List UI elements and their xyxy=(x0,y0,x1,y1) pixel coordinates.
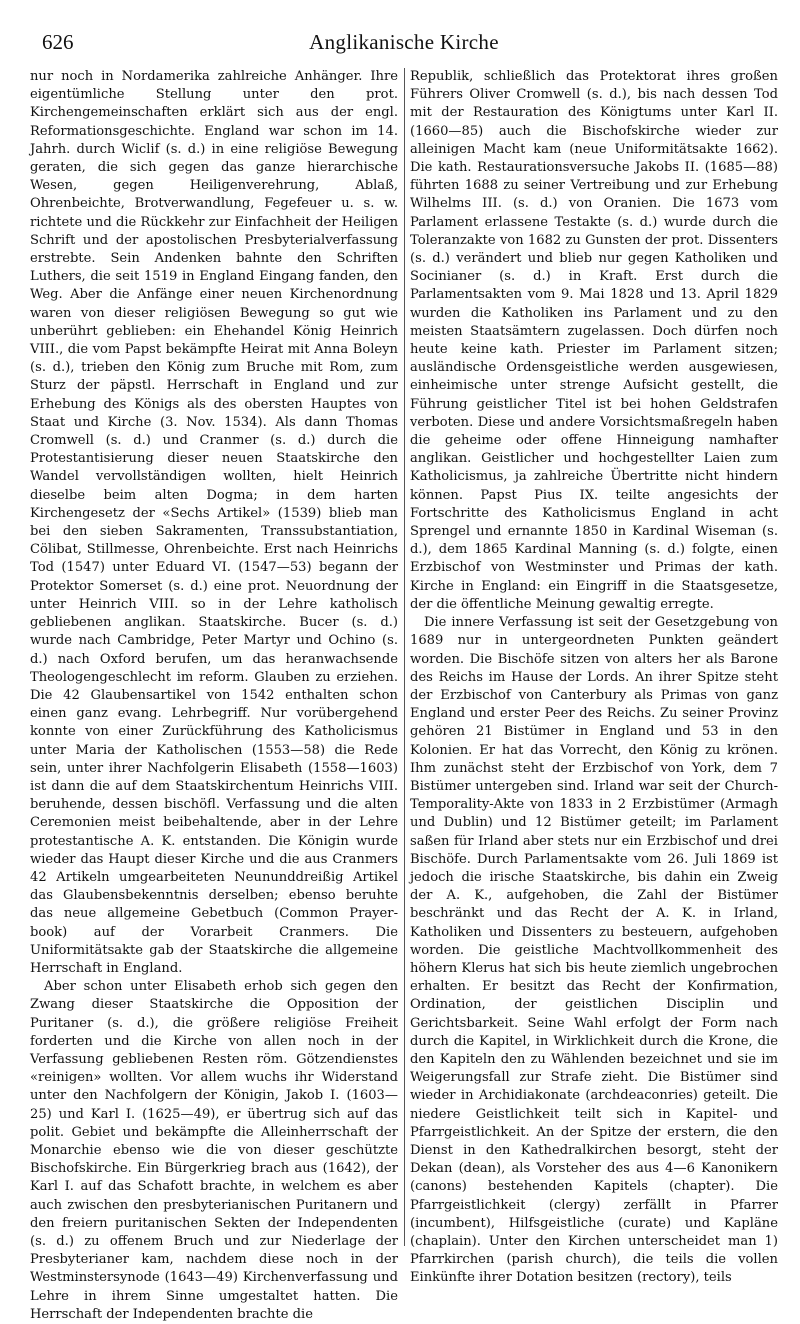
right-column xyxy=(410,68,778,1286)
column-divider xyxy=(404,68,405,1246)
page-header xyxy=(30,30,778,60)
right-paragraph-2: Die innere Verfassung ist seit der Gesetzgebung von 1689 nur in untergeordneten Punkten geändert worden. Die Bischöfe sitzen von alters her als Barone des Reichs im Hause der Lords. An ihrer Spitze steht der Erzbischof von Canterbury als Primas von ganz England und erster Peer des Reichs. Zu seiner Provinz gehören 21 Bistümer in England und 53 in den Kolonien. Er hat das Vorrecht, den König zu krönen. Ihm zunächst steht der Erzbischof von York, dem 7 Bistümer untergeben sind. Irland war seit der Church-Temporality-Akte von 1833 in 2 Erzbistümer (Armagh und Dublin) und 12 Bistümer geteilt; im Parlament saßen für Irland aber stets nur ein Erzbischof und drei Bischöfe. Durch Parlamentsakte vom 26. Juli 1869 ist jedoch die irische Staatskirche, bis dahin ein Zweig der A. K., aufgehoben, die Zahl der Bistümer beschränkt und das Recht der A. K. in Irland, Katholiken und Dissenters zu besteuern, aufgehoben worden. Die geistliche Machtvollkommenheit des höhern Klerus hat sich bis heute ziemlich ungebrochen erhalten. Er besitzt das Recht der Konfirmation, Ordination, der geistlichen Disciplin und Gerichtsbarkeit. Seine Wahl erfolgt der Form nach durch die Kapitel, in Wirklichkeit durch die Krone, die den Kapiteln den zu Wählenden bezeichnet und sie im Weigerungsfall zur Strafe zieht. Die Bistümer sind wieder in Archidiakonate (archdeaconries) geteilt. Die niedere Geistlichkeit teilt sich in Kapitel- und Pfarrgeistlichkeit. An der Spitze der erstern, die den Dienst in den Kathedralkirchen besorgt, steht der Dekan (dean), als Vorsteher des aus 4—6 Kanonikern (canons) bestehenden Kapitels (chapter). Die Pfarrgeistlichkeit (clergy) zerfällt in Pfarrer (incumbent), Hilfsgeistliche (curate) und Kapläne (chaplain). Unter den Kirchen unterscheidet man 1) Pfarrkirchen (parish church), die teils die vollen Einkünfte ihrer Dotation besitzen (rectory), teils xyxy=(410,615,778,1286)
left-paragraph-2: Aber schon unter Elisabeth erhob sich gegen den Zwang dieser Staatskirche die Opposition der Puritaner (s. d.), die größere religiöse Freiheit forderten und die Kirche von allen noch in der Verfassung gebliebenen Resten röm. Götzendienstes «reinigen» wollten. Vor allem wuchs ihr Widerstand unter den Nachfolgern der Königin, Jakob I. (1603—25) und Karl I. (1625—49), er übertrug sich auf das polit. Gebiet und bekämpfte die Alleinherrschaft der Monarchie ebenso wie die von dieser geschützte Bischofskirche. Ein Bürgerkrieg brach aus (1642), der Karl I. auf das Schafott brachte, in welchem es aber auch zwischen den presbyterianischen Puritanern und den freiern puritanischen Sekten der Independenten (s. d.) zu offenem Bruch und zur Niederlage der Presbyterianer kam, nachdem diese noch in der Westminstersynode (1643—49) Kirchenverfassung und Lehre in ihrem Sinne umgestaltet hatten. Die Herrschaft der Independenten brachte die xyxy=(30,979,398,1322)
text-columns xyxy=(30,68,778,1322)
right-paragraph-1: Republik, schließlich das Protektorat ihres großen Führers Oliver Cromwell (s. d.), bis nach dessen Tod mit der Restauration des Königtums unter Karl II. (1660—85) auch die Bischofskirche wieder zur alleinigen Macht kam (neue Uniformitätsakte 1662). Die kath. Restaurationsversuche Jakobs II. (1685—88) führten 1688 zu seiner Vertreibung und zur Erhebung Wilhelms III. (s. d.) von Oranien. Die 1673 vom Parlament erlassene Testakte (s. d.) wurde durch die Toleranzakte von 1682 zu Gunsten der prot. Dissenters (s. d.) verändert und blieb nur gegen Katholiken und Socinianer (s. d.) in Kraft. Erst durch die Parlamentsakten vom 9. Mai 1828 und 13. April 1829 wurden die Katholiken ins Parlament und zu den meisten Staatsämtern zugelassen. Doch dürfen noch heute keine kath. Priester im Parlament sitzen; ausländische Ordensgeistliche werden ausgewiesen, einheimische unter strenge Aufsicht gestellt, die Führung geistlicher Titel ist bei hohen Geldstrafen verboten. Diese und andere Vorsichtsmaßregeln haben die geheime oder offene Hinneigung namhafter anglikan. Geistlicher und hochgestellter Laien zum Katholicismus, ja zahlreiche Übertritte nicht hindern können. Papst Pius IX. teilte angesichts der Fortschritte des Katholicismus England in acht Sprengel und ernannte 1850 in Kardinal Wiseman (s. d.), dem 1865 Kardinal Manning (s. d.) folgte, einen Erzbischof von Westminster und Primas der kath. Kirche in England: ein Eingriff in die Staatsgesetze, der die öffentliche Meinung gewaltig erregte. xyxy=(410,69,778,612)
page-number: 626 xyxy=(42,30,74,54)
left-column xyxy=(30,68,398,1322)
left-paragraph-1: nur noch in Nordamerika zahlreiche Anhänger. Ihre eigentümliche Stellung unter den prot. Kirchengemeinschaften erklärt sich aus der engl. Reformationsgeschichte. England war schon im 14. Jahrh. durch Wiclif (s. d.) in eine religiöse Bewegung geraten, die sich gegen das ganze hierarchische Wesen, gegen Heiligenverehrung, Ablaß, Ohrenbeichte, Brotverwandlung, Fegefeuer u. s. w. richtete und die Rückkehr zur Einfachheit der Heiligen Schrift und der apostolischen Presbyterialverfassung erstrebte. Sein Andenken bahnte den Schriften Luthers, die seit 1519 in England Eingang fanden, den Weg. Aber die Anfänge einer neuen Kirchenordnung waren von dieser religiösen Bewegung so gut wie unberührt geblieben: ein Ehehandel König Heinrich VIII., die vom Papst bekämpfte Heirat mit Anna Boleyn (s. d.), trieben den König zum Bruche mit Rom, zum Sturz der päpstl. Herrschaft in England und zur Erhebung des Königs als des obersten Hauptes von Staat und Kirche (3. Nov. 1534). Als dann Thomas Cromwell (s. d.) und Cranmer (s. d.) durch die Protestantisierung dieser neuen Staatskirche den Wandel vervollständigen wollten, hielt Heinrich dieselbe beim alten Dogma; in dem harten Kirchengesetz der «Sechs Artikel» (1539) blieb man bei den sieben Sakramenten, Transsubstantiation, Cölibat, Stillmesse, Ohrenbeichte. Erst nach Heinrichs Tod (1547) unter Eduard VI. (1547—53) begann der Protektor Somerset (s. d.) eine prot. Neuordnung der unter Heinrich VIII. so in der Lehre katholisch gebliebenen anglikan. Staatskirche. Bucer (s. d.) wurde nach Cambridge, Peter Martyr und Ochino (s. d.) nach Oxford berufen, um das heranwachsende Theologengeschlecht im reform. Glauben zu erziehen. Die 42 Glaubensartikel von 1542 enthalten schon einen ganz evang. Lehrbegriff. Nur vorübergehend konnte von einer Zurückführung des Katholicismus unter Maria der Katholischen (1553—58) die Rede sein, unter ihrer Nachfolgerin Elisabeth (1558—1603) ist dann die auf dem Staatskirchentum Heinrichs VIII. beruhende, dessen bischöfl. Verfassung und die alten Ceremonien meist beibehaltende, aber in der Lehre protestantische A. K. entstanden. Die Königin wurde wieder das Haupt dieser Kirche und die aus Cranmers 42 Artikeln umgearbeiteten Neununddreißig Artikel das Glaubensbekenntnis derselben; ebenso beruhte das neue allgemeine Gebetbuch (Common Prayer-book) auf der Vorarbeit Cranmers. Die Uniformitätsakte gab der Staatskirche die allgemeine Herrschaft in England. xyxy=(30,69,398,976)
running-title: Anglikanische Kirche xyxy=(309,30,499,54)
